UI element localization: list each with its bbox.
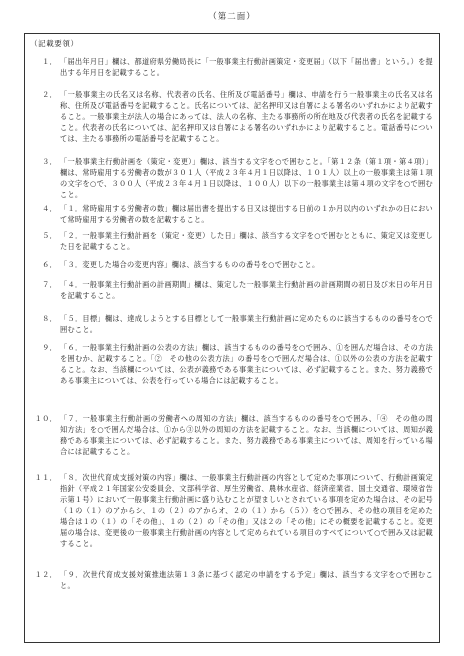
note-item-6 — [33, 259, 433, 270]
note-item-1 — [33, 56, 433, 78]
note-text: 「４．一般事業主行動計画の計画期間」欄は、策定した一般事業主行動計画の計画期間の初日及び末日の年月日を記載すること。 — [60, 280, 433, 300]
page-header: （第二面） — [208, 12, 256, 22]
note-text: 「９．次世代育成支援対策推進法第１３条に基づく認定の申請をする予定」欄は、該当する文字を○で囲むこと。 — [60, 570, 433, 590]
note-number: ５． — [42, 231, 57, 240]
note-item-5 — [33, 230, 433, 252]
note-item-8 — [33, 313, 433, 335]
notes-frame — [24, 33, 440, 643]
note-number: １． — [42, 57, 57, 66]
note-number: ７． — [42, 280, 57, 289]
note-text: 「１．常時雇用する労働者の数」欄は届出書を提出する日又は提出する日前の１か月以内のいずれかの日において常時雇用する労働者の数を記載すること。 — [60, 204, 433, 224]
note-item-9 — [33, 342, 433, 386]
note-number: １０． — [34, 414, 57, 423]
note-number: ２． — [42, 90, 57, 99]
note-text: 「３．変更した場合の変更内容」欄は、該当するものの番号を○で囲むこと。 — [60, 260, 320, 269]
note-number: ８． — [42, 314, 57, 323]
note-text: 「一般事業主行動計画を（策定・変更）」欄は、該当する文字を○で囲むこと。「第１２条（第１項・第４項）」欄は、常時雇用する労働者の数が３０１人（平成２３年４月１日以降は、１０１人）以上の一般事業主は第１項の文字を○で、３００人（平成２３年４月１日以降は、１００人）以下の一般事業主は第４項の文字を○で囲むこと。 — [60, 157, 433, 199]
note-item-4 — [33, 203, 433, 225]
note-item-10 — [33, 413, 433, 457]
note-number: ３． — [42, 157, 57, 166]
note-text: 「５．目標」欄は、達成しようとする目標として一般事業主行動計画に定めたものに該当するものの番号を○で囲むこと。 — [60, 314, 433, 334]
note-text: 「届出年月日」欄は、都道府県労働局長に「一般事業主行動計画策定・変更届」（以下「届出書」という。）を提出する年月日を記載すること。 — [60, 57, 433, 77]
note-number: ９． — [42, 343, 57, 352]
note-text: 「８．次世代育成支援対策の内容」欄は、一般事業主行動計画の内容として定めた事項について、行動計画策定指針（平成２１年国家公安委員会、文部科学省、厚生労働省、農林水産省、経済産業省、国土交通省、環境省告示第１号）において一般事業主行動計画に盛り込むことが望ましいとされている事項を定めた場合は、その記号（１の（１）のアからシ、１の（２）のアからオ、２の（１）から（５））を○で囲み、その他の項目を定めた場合は１の（１）の「その他」、１の（２）の「その他」又は２の「その他」にその概要を記載すること。変更届の場合は、変更後の一般事業主行動計画の内容として定められている項目のすべてについて○で囲み又は記載すること。 — [60, 473, 433, 548]
notes-heading: （記載要領） — [30, 39, 79, 48]
note-number: ６． — [42, 260, 57, 269]
note-item-2 — [33, 89, 433, 144]
note-text: 「一般事業主の氏名又は名称、代表者の氏名、住所及び電話番号」欄は、申請を行う一般事業主の氏名又は名称、住所及び電話番号を記載すること。氏名については、記名押印又は自署による署名のいずれかにより記載すること。一般事業主が法人の場合にあっては、法人の名称、主たる事務所の所在地及び代表者の氏名を記載すること。代表者の氏名については、記名押印又は自署による署名のいずれかにより記載すること。電話番号については、主たる事務所の電話番号を記載すること。 — [60, 90, 433, 143]
note-number: ４． — [42, 204, 57, 213]
note-number: １２． — [34, 570, 57, 579]
note-item-3 — [33, 156, 433, 200]
note-number: １１． — [34, 473, 57, 482]
note-item-12 — [33, 569, 433, 591]
note-item-11 — [33, 472, 433, 549]
note-text: 「７．一般事業主行動計画の労働者への周知の方法」欄は、該当するものの番号を○で囲み、「④ その他の周知方法」を○で囲んだ場合は、①から③以外の周知の方法を記載すること。なお、当該欄については、周知が義務である事業主については、必ず記載すること。また、努力義務である事業主については、周知を行っている場合には記載すること。 — [60, 414, 433, 456]
note-text: 「２．一般事業主行動計画を（策定・変更）した日」欄は、該当する文字を○で囲むとともに、策定又は変更した日を記載すること。 — [60, 231, 433, 251]
note-text: 「６．一般事業主行動計画の公表の方法」欄は、該当するものの番号を○で囲み、①を囲んだ場合は、その方法を囲むか、記載すること。「② その他の公表方法」の番号を○で囲んだ場合は、①以外の公表の方法を記載すること。なお、当該欄については、公表が義務である事業主については、必ず記載すること。また、努力義務である事業主については、公表を行っている場合には記載すること。 — [60, 343, 433, 385]
note-item-7 — [33, 279, 433, 301]
